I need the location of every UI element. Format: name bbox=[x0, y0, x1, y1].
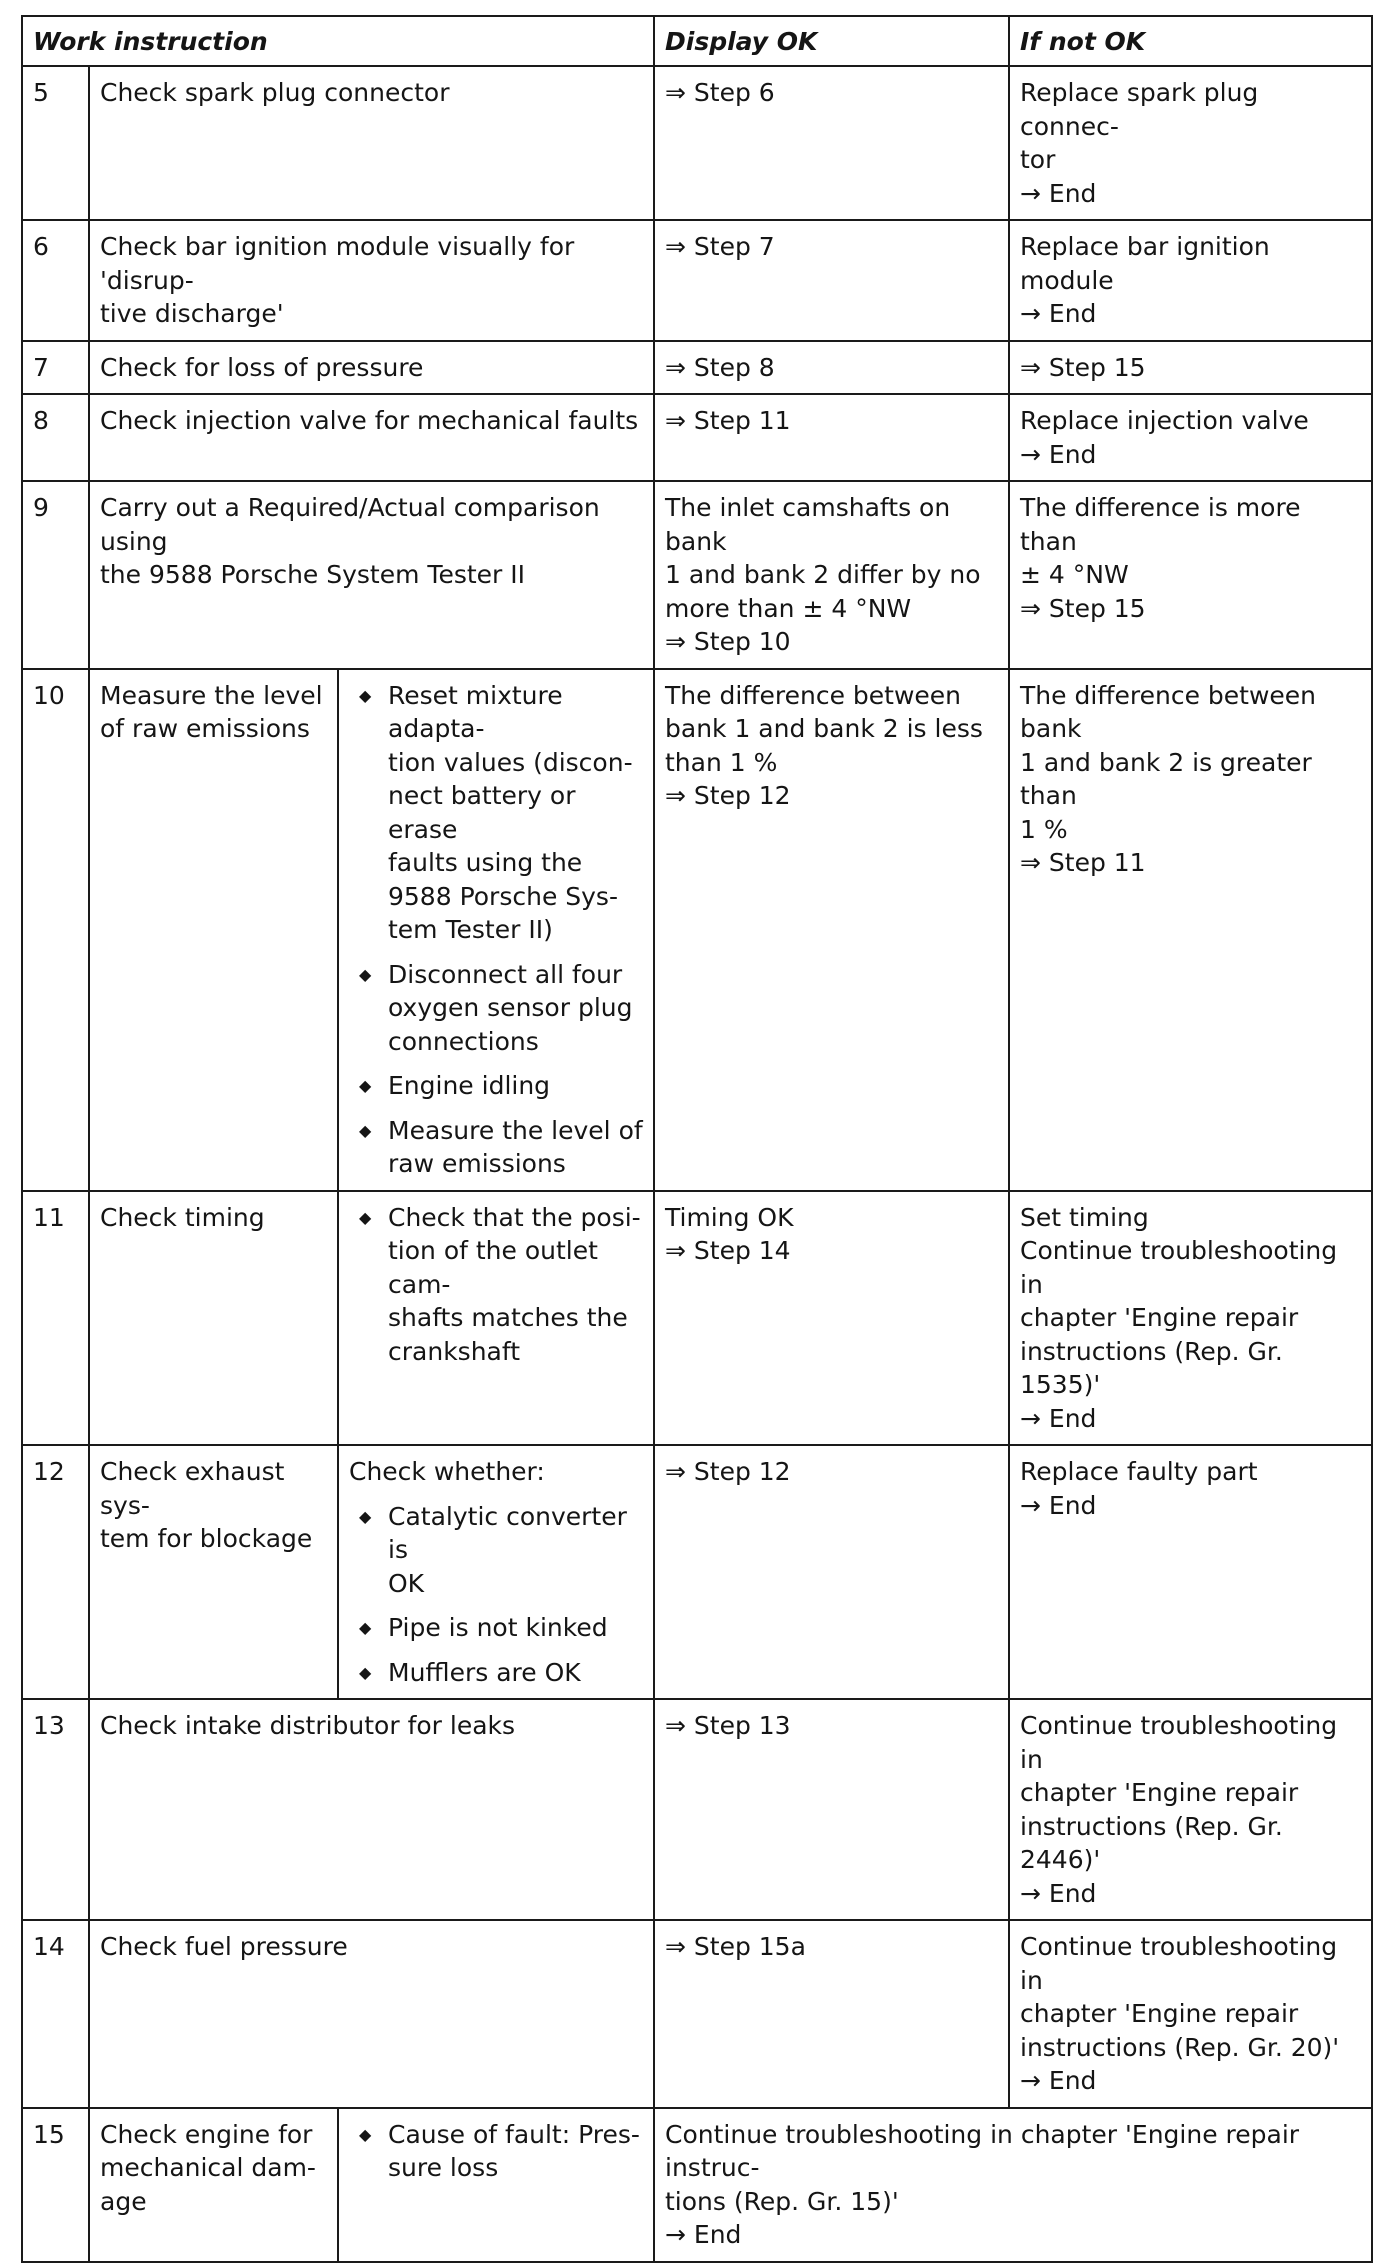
header-row bbox=[22, 16, 1372, 66]
bullet-diamond-icon: ◆ bbox=[359, 1207, 372, 1227]
bullet-diamond-icon: ◆ bbox=[359, 685, 372, 705]
header-if-not-ok: If not OK bbox=[1009, 16, 1372, 66]
bullet-diamond-icon: ◆ bbox=[359, 2124, 372, 2144]
if-not-ok-cell: Continue troubleshooting in chapter 'Engine repair instructions (Rep. Gr. 2446)' → End bbox=[1009, 1699, 1372, 1920]
step-row-15 bbox=[22, 2108, 1372, 2262]
result-cell: Continue troubleshooting in chapter 'Engine repair instruc- tions (Rep. Gr. 15)' → End bbox=[654, 2108, 1372, 2262]
details-intro: Check whether: bbox=[349, 1457, 545, 1486]
instruction-cell: Check for loss of pressure bbox=[89, 341, 654, 395]
display-ok-cell: ⇒ Step 8 bbox=[654, 341, 1009, 395]
step-number: 10 bbox=[22, 669, 89, 1191]
step-row-11 bbox=[22, 1191, 1372, 1446]
details-list bbox=[349, 1500, 643, 1690]
bullet-diamond-icon: ◆ bbox=[359, 1120, 372, 1140]
step-number: 6 bbox=[22, 220, 89, 341]
step-row-12 bbox=[22, 1445, 1372, 1699]
if-not-ok-cell: Replace spark plug connec- tor → End bbox=[1009, 66, 1372, 220]
if-not-ok-cell: Set timing Continue troubleshooting in chapter 'Engine repair instructions (Rep. Gr. 1535)' → End bbox=[1009, 1191, 1372, 1446]
display-ok-cell: ⇒ Step 7 bbox=[654, 220, 1009, 341]
step-number: 13 bbox=[22, 1699, 89, 1920]
step-row-9 bbox=[22, 481, 1372, 669]
details-list bbox=[349, 2118, 643, 2185]
instruction-cell: Check engine for mechanical dam- age bbox=[89, 2108, 338, 2262]
step-row-8 bbox=[22, 394, 1372, 481]
details-list bbox=[349, 679, 643, 1181]
bullet-diamond-icon: ◆ bbox=[359, 1506, 372, 1526]
if-not-ok-cell: ⇒ Step 15 bbox=[1009, 341, 1372, 395]
instruction-cell: Check timing bbox=[89, 1191, 338, 1446]
step-row-10 bbox=[22, 669, 1372, 1191]
step-row-13 bbox=[22, 1699, 1372, 1920]
details-cell bbox=[338, 669, 654, 1191]
details-cell bbox=[338, 1445, 654, 1699]
work-instruction-table bbox=[21, 15, 1373, 2263]
display-ok-cell: Timing OK ⇒ Step 14 bbox=[654, 1191, 1009, 1446]
header-display-ok: Display OK bbox=[654, 16, 1009, 66]
if-not-ok-cell: Replace injection valve → End bbox=[1009, 394, 1372, 481]
step-number: 5 bbox=[22, 66, 89, 220]
step-row-14 bbox=[22, 1920, 1372, 2108]
step-number: 12 bbox=[22, 1445, 89, 1699]
if-not-ok-cell: Continue troubleshooting in chapter 'Engine repair instructions (Rep. Gr. 20)' → End bbox=[1009, 1920, 1372, 2108]
list-item: ◆ Disconnect all four oxygen sensor plug connections bbox=[359, 959, 633, 1056]
document-page bbox=[21, 15, 1371, 2263]
step-number: 11 bbox=[22, 1191, 89, 1446]
step-row-7 bbox=[22, 341, 1372, 395]
instruction-cell: Carry out a Required/Actual comparison using the 9588 Porsche System Tester II bbox=[89, 481, 654, 669]
header-work-instruction: Work instruction bbox=[22, 16, 654, 66]
details-cell bbox=[338, 2108, 654, 2262]
list-item: ◆ Mufflers are OK bbox=[349, 1656, 643, 1690]
display-ok-cell: The difference between bank 1 and bank 2 is less than 1 % ⇒ Step 12 bbox=[654, 669, 1009, 1191]
instruction-cell: Measure the level of raw emissions bbox=[89, 669, 338, 1191]
if-not-ok-cell: The difference is more than ± 4 °NW ⇒ Step 15 bbox=[1009, 481, 1372, 669]
if-not-ok-cell: Replace faulty part → End bbox=[1009, 1445, 1372, 1699]
list-item: ◆ Reset mixture adapta- tion values (discon- nect battery or erase faults using the 9588 Porsche Sys- tem Tester II) bbox=[359, 680, 633, 944]
step-number: 8 bbox=[22, 394, 89, 481]
display-ok-cell: The inlet camshafts on bank 1 and bank 2 differ by no more than ± 4 °NW ⇒ Step 10 bbox=[654, 481, 1009, 669]
step-number: 15 bbox=[22, 2108, 89, 2262]
step-number: 9 bbox=[22, 481, 89, 669]
display-ok-cell: ⇒ Step 6 bbox=[654, 66, 1009, 220]
instruction-cell: Check spark plug connector bbox=[89, 66, 654, 220]
bullet-diamond-icon: ◆ bbox=[359, 1076, 372, 1095]
instruction-cell: Check injection valve for mechanical faults bbox=[89, 394, 654, 481]
list-item: ◆ Engine idling bbox=[349, 1069, 643, 1103]
details-cell bbox=[338, 1191, 654, 1446]
display-ok-cell: ⇒ Step 12 bbox=[654, 1445, 1009, 1699]
display-ok-cell: ⇒ Step 11 bbox=[654, 394, 1009, 481]
step-row-5 bbox=[22, 66, 1372, 220]
if-not-ok-cell: Replace bar ignition module → End bbox=[1009, 220, 1372, 341]
list-item: ◆ Catalytic converter is OK bbox=[359, 1501, 627, 1598]
instruction-cell: Check exhaust sys- tem for blockage bbox=[89, 1445, 338, 1699]
step-number: 14 bbox=[22, 1920, 89, 2108]
list-item: ◆ Check that the posi- tion of the outlet cam- shafts matches the crankshaft bbox=[359, 1202, 641, 1366]
list-item: ◆ Pipe is not kinked bbox=[349, 1611, 643, 1645]
bullet-diamond-icon: ◆ bbox=[359, 1662, 372, 1682]
display-ok-cell: ⇒ Step 15a bbox=[654, 1920, 1009, 2108]
details-list bbox=[349, 1201, 643, 1369]
instruction-cell: Check bar ignition module visually for 'disrup- tive discharge' bbox=[89, 220, 654, 341]
step-row-6 bbox=[22, 220, 1372, 341]
list-item: ◆ Cause of fault: Pres- sure loss bbox=[359, 2119, 640, 2182]
bullet-diamond-icon: ◆ bbox=[359, 1618, 372, 1637]
display-ok-cell: ⇒ Step 13 bbox=[654, 1699, 1009, 1920]
if-not-ok-cell: The difference between bank 1 and bank 2 is greater than 1 % ⇒ Step 11 bbox=[1009, 669, 1372, 1191]
bullet-diamond-icon: ◆ bbox=[359, 964, 372, 984]
step-number: 7 bbox=[22, 341, 89, 395]
instruction-cell: Check intake distributor for leaks bbox=[89, 1699, 654, 1920]
list-item: ◆ Measure the level of raw emissions bbox=[359, 1115, 643, 1178]
instruction-cell: Check fuel pressure bbox=[89, 1920, 654, 2108]
